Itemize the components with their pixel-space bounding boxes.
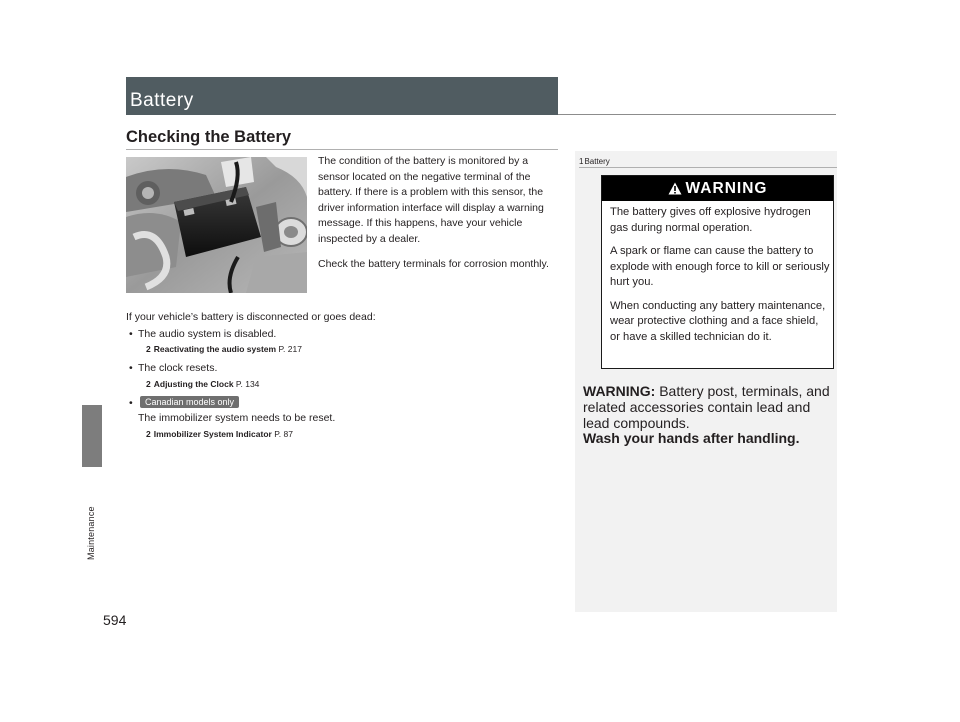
bullet-icon: • — [129, 327, 133, 340]
battery-engine-photo — [126, 157, 307, 293]
list-item-text: The immobilizer system needs to be reset. — [138, 412, 336, 425]
warning-paragraph: A spark or flame can cause the battery to explode with enough force to kill or seriously hurt you. — [610, 245, 830, 288]
lead-warning-text: Battery post, terminals, and related accessories contain lead and lead compounds. — [583, 383, 830, 431]
side-label: Maintenance — [86, 506, 96, 560]
cross-reference-link[interactable] — [126, 428, 546, 441]
reference-arrow-icon: 2 — [146, 428, 151, 439]
intro-text — [318, 154, 558, 281]
warning-title: WARNING — [685, 179, 768, 197]
note-rule — [579, 167, 837, 168]
intro-paragraph: Check the battery terminals for corrosion monthly. — [318, 257, 549, 270]
warning-header — [602, 176, 833, 201]
note-label-text: Battery — [584, 157, 610, 166]
page-number: 594 — [103, 612, 127, 628]
reference-page: P. 217 — [278, 344, 302, 355]
reference-title: Adjusting the Clock — [153, 378, 234, 389]
lead-warning — [583, 384, 833, 447]
reference-page: P. 134 — [235, 378, 260, 389]
heading-rule — [126, 149, 558, 150]
dead-battery-list — [126, 310, 546, 446]
warning-box — [601, 175, 834, 369]
reference-title: Reactivating the audio system — [153, 344, 277, 355]
page-heading: Checking the Battery — [126, 128, 292, 146]
model-badge: Canadian models only — [140, 396, 239, 408]
warning-body — [610, 205, 830, 353]
note-marker-icon: 1 — [579, 157, 584, 166]
lead-warning-instruction: Wash your hands after handling. — [583, 430, 800, 447]
list-item — [126, 361, 546, 377]
bullet-icon: • — [129, 362, 133, 375]
lead-warning-label: WARNING: — [583, 383, 656, 399]
warning-paragraph: The battery gives off explosive hydrogen gas during normal operation. — [610, 206, 811, 234]
list-item — [126, 396, 546, 427]
reference-arrow-icon: 2 — [146, 344, 151, 355]
warning-paragraph: When conducting any battery maintenance, wear protective clothing and a face shield, or have a skilled technician do it. — [610, 299, 826, 343]
cross-reference-link[interactable] — [126, 343, 546, 356]
list-item — [126, 327, 546, 343]
reference-page: P. 87 — [274, 428, 293, 439]
list-item-text: The audio system is disabled. — [138, 327, 277, 340]
reference-arrow-icon: 2 — [146, 378, 151, 389]
section-title: Battery — [130, 90, 194, 111]
list-item-text: The clock resets. — [138, 362, 218, 375]
list-lead: If your vehicle’s battery is disconnected or goes dead: — [126, 311, 376, 323]
header-rule — [558, 114, 836, 115]
cross-reference-link[interactable] — [126, 378, 546, 391]
note-label — [579, 157, 610, 166]
bullet-icon: • — [129, 396, 133, 409]
reference-title: Immobilizer System Indicator — [153, 428, 272, 439]
warning-triangle-icon — [668, 182, 682, 195]
intro-paragraph: The condition of the battery is monitored by a sensor located on the negative terminal of the battery. If there is a problem with this sensor, the driver information interface will display a warning message. If this happens, have your vehicle inspected by a dealer. — [318, 155, 544, 245]
side-tab — [82, 405, 102, 467]
